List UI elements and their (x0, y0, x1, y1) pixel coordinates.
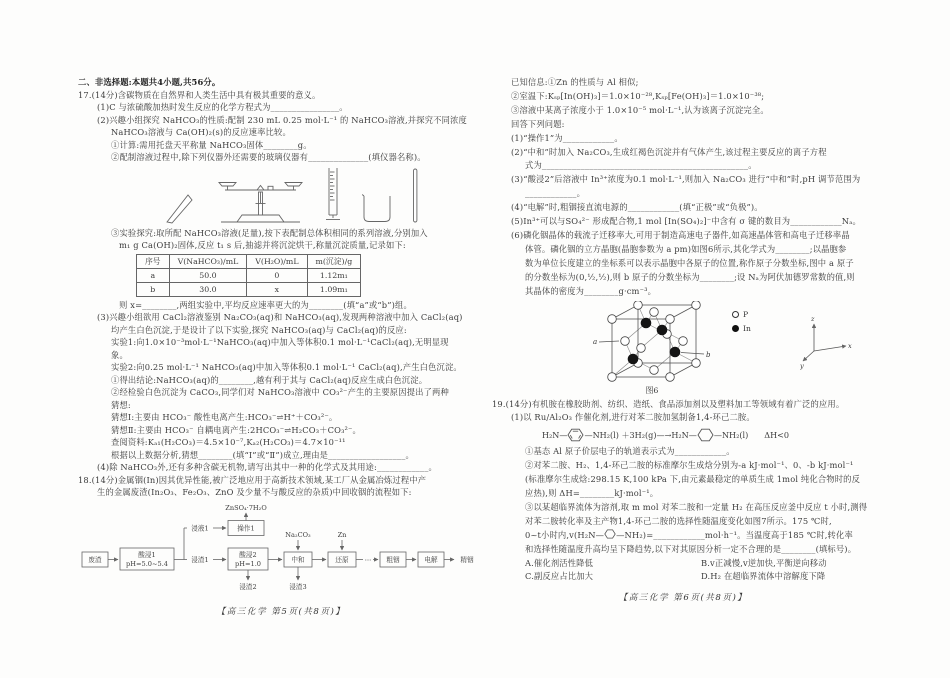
crystal-legend (732, 310, 751, 338)
text-line: (1)C 与浓硫酸加热时发生反应的化学方程式为________________。 (97, 102, 348, 112)
flow-label-zn: Zn (337, 530, 347, 539)
flow-box-crude-indium: 粗铟 (386, 555, 400, 564)
right-page (492, 76, 874, 603)
options-row-2 (492, 570, 874, 584)
table-row (137, 268, 361, 282)
flow-label-znso4: ZnSO₄·7H₂O (225, 503, 267, 512)
flow-ellipsis: ⋯ (364, 555, 372, 564)
text-line: 其晶体的密度为________g·cm⁻³。 (525, 285, 657, 296)
reaction-equation (542, 428, 874, 442)
text-line: 的分数坐标为(0,½,½),则 b 原子的分数坐标为________;设 Nₐ为阿伏加德罗常数的值,则 (525, 271, 855, 282)
text-line: 实验2:向0.25 mol·L⁻¹ NaHCO₃(aq)中加入等体积0.1 mol·L⁻¹ CaCl₂(aq),产生白色沉淀。 (111, 362, 462, 372)
cyclohexane-ring-icon (604, 529, 616, 539)
text-segment: 0~t小时内,v(H₂N— (525, 529, 605, 540)
eq-arrow: —→ (656, 430, 672, 441)
text-line: ②配制溶液过程中,除下列仪器外还需要的玻璃仪器有______________(填仪器名称)。 (111, 152, 426, 162)
text-line: ②经检验白色沉淀为 CaCO₃,同学们对 NaHCO₃溶液中 CO₃²⁻产生的主要原因提出了两种 (111, 387, 449, 397)
text-line: 已知信息:①Zn 的性质与 Al 相似; (511, 77, 639, 87)
in-atom-icon (732, 325, 739, 332)
col-header: 序号 (137, 254, 170, 268)
flow-box-electrolysis: 电解 (424, 555, 438, 564)
cell: x (247, 282, 307, 296)
legend-row-in (732, 324, 751, 333)
text-line: 根据以上数据分析,猜想________(填“Ⅰ”或“Ⅱ”)成立,理由是__________________。 (111, 449, 414, 460)
text-line: ____________。 (525, 188, 586, 199)
page-footer-left: 【高三化学 第5页(共8页)】 (216, 606, 346, 617)
text-line: 和选择性随温度升高均呈下降趋势,以下对其原因分析一定不合理的是________(填标号)。 (525, 543, 857, 554)
col-header: m(沉淀)/g (307, 254, 361, 268)
option-c: C.副反应占比加大 (525, 571, 594, 582)
flow-box-acid2-ph: pH=1.0 (235, 559, 261, 568)
text-line: m₁ g Ca(OH)₂固体,反应 t₁ s 后,抽滤并将沉淀烘干,称量沉淀质量,记录如下: (119, 240, 406, 250)
text-line: ②室温下:Kₛₚ[In(OH)₃]＝1.0×10⁻²⁸,Kₛₚ[Fe(OH)₃]＝1.0×10⁻³⁸; (511, 90, 765, 101)
text-line: (6)磷化铟晶体的载流子迁移率大,可用于制造高速电子器件,如高速晶体管和高电子迁移率晶 (511, 229, 850, 240)
graduated-cylinder-figure (325, 166, 343, 224)
text-line: ③实验探究:取所配 NaHCO₃溶液(足量),按下表配制总体积相同的系列溶液,分别加入 (111, 227, 428, 238)
text-line: 数为单位长度建立的坐标系可以表示晶胞中各原子的位置,称作原子分数坐标,图中 a 原子 (525, 257, 854, 268)
text-line: (1)“操作1”为____________。 (511, 132, 623, 143)
text-line: (3)“酸浸2”后溶液中 In³⁺浓度为0.1 mol·L⁻¹,则加入 Na₂CO₃ 进行“中和”时,pH 调节范围为 (511, 174, 861, 185)
cell: 30.0 (169, 282, 247, 296)
axis-label-z: z (811, 314, 815, 323)
flow-label-resid3: 浸渣3 (289, 582, 307, 591)
legend-row-p (732, 310, 751, 319)
question-17-title: 17.(14分)含碳物质在自然界和人类生活中具有极其重要的意义。 (78, 89, 321, 100)
crystal-structure-figure (492, 301, 874, 398)
balance-figure (213, 170, 308, 224)
apparatus-figure (166, 167, 484, 224)
text-line: (标准摩尔生成焓:298.15 K,100 kPa 下,由元素最稳定的单质生成 1mol 纯化合物时的反 (525, 474, 861, 485)
option-a: A.催化剂活性降低 (525, 557, 594, 568)
text-segment: —NH₂)=____________mol·h⁻¹。当温度高于185 ℃时,转化率 (616, 529, 853, 540)
table-header-row (137, 254, 361, 268)
text-line: 查阅资料:Kₐ₁(H₂CO₃)＝4.5×10⁻⁷,Kₐ₂(H₂CO₃)＝4.7×10⁻¹¹ (111, 437, 346, 447)
flow-label-refined-indium: 精铟 (460, 555, 474, 564)
text-line: 猜想: (111, 399, 131, 410)
section-header: 二、非选择题:本题共4小题,共56分。 (78, 77, 221, 87)
medicine-spoon-figure (166, 191, 196, 224)
flow-label-leach1: 浸液1 (191, 524, 209, 532)
experiment-data-table (136, 254, 361, 297)
cyclohexane-ring-icon (697, 428, 714, 442)
flow-label-na2co3: Na₂CO₃ (285, 530, 311, 539)
axis-label-x: x (848, 341, 852, 350)
axis-label-y: y (800, 361, 804, 370)
text-line: ②对苯二胺、H₂、1,4-环己二胺的标准摩尔生成焓分别为-a kJ·mol⁻¹、0、-b kJ·mol⁻¹ (525, 460, 854, 471)
text-line: ①基态 Al 原子价层电子的轨道表示式为____________。 (525, 446, 735, 457)
text-line: 均产生白色沉淀,于是设计了以下实验,探究 NaHCO₃(aq)与 CaCl₂(aq)的反应: (111, 324, 407, 335)
question-18-title: 18.(14分)金属铟(In)因其优异性能,被广泛地应用于高新技术领域,某工厂从金属冶炼过程中产 (78, 474, 427, 485)
text-line: NaHCO₃溶液与 Ca(OH)₂(s)的反应速率比较。 (111, 127, 291, 137)
text-line: 生的金属废渣(In₂O₃、Fe₂O₃、ZnO 及少量不与酸反应的杂质)中回收铟的流程如下: (97, 487, 412, 497)
cell: 1.09m₁ (307, 282, 361, 296)
text-line: 回答下列问题: (511, 118, 565, 129)
text-line: 式为________________________________________________。 (525, 160, 757, 171)
flow-box-acid2: 酸浸2 (239, 550, 257, 559)
options-row-1 (492, 557, 874, 571)
eq-enthalpy: ΔH<0 (764, 430, 790, 441)
text-line: 对苯二胺转化率及主产物1,4-环己二胺的选择性随温度变化如图7所示。175 ℃时, (525, 515, 832, 526)
left-page (78, 76, 484, 617)
text-line: (5)In³⁺可以与SO₄²⁻ 形成配合物,1 mol [In(SO₄)₂]⁻中含有 σ 键的数目为____________Nₐ。 (511, 216, 862, 227)
eq-text: —NH₂(l) (713, 430, 749, 441)
flow-box-op1: 操作1 (237, 524, 255, 532)
rate-expression-line (492, 529, 874, 543)
text-line: (1)以 Ru/Al₂O₃ 作催化剂,进行对苯二胺加氢制备1,4-环己二胺。 (511, 412, 755, 423)
text-line: ①得出结论:NaHCO₃(aq)的________,越有利于其与 CaCl₂(aq)反应生成白色沉淀。 (111, 374, 428, 385)
text-line: 猜想Ⅰ:主要由 HCO₃⁻ 酸性电离产生:HCO₃⁻⇌H⁺＋CO₃²⁻。 (111, 412, 338, 422)
flow-box-acid1-ph: pH=5.0~5.4 (126, 559, 168, 568)
text-line: 猜想Ⅱ:主要由 HCO₃⁻ 自耦电离产生:2HCO₃⁻⇌H₂CO₃＋CO₃²⁻。 (111, 424, 361, 435)
text-line: 则 x=________,两组实验中,平均反应速率更大的为________(填“a”或“b”)组。 (119, 299, 412, 310)
cell: 50.0 (169, 268, 247, 282)
flow-label-resid2: 浸渣2 (239, 582, 257, 591)
option-b: B.v正减慢,v逆加快,平衡逆向移动 (701, 557, 827, 568)
col-header: V(NaHCO₃)/mL (169, 254, 247, 268)
atom-label-a: a (593, 337, 598, 346)
flow-box-reduce: 还原 (335, 555, 349, 564)
text-line: ①计算:需用托盘天平称量 NaHCO₃固体________g。 (111, 139, 312, 150)
text-line: 体管。磷化铟的立方晶胞(晶胞参数为 a pm)如图6所示,其化学式为________;以晶胞参 (525, 243, 847, 254)
text-line: ③以某超临界流体为溶剂,取 m mol 对苯二胺和一定量 H₂ 在高压反应釜中反应 t 小时,测得 (525, 501, 868, 512)
flow-label-resid1: 浸渣1 (191, 555, 209, 564)
text-line: (2)“中和”时加入 Na₂CO₃,生成红褐色沉淀并有气体产生,该过程主要反应的离子方程 (511, 146, 827, 157)
option-d: D.H₂ 在超临界流体中溶解度下降 (701, 571, 826, 582)
eq-text: H₂N— (542, 430, 568, 441)
flow-box-waste: 废渣 (88, 555, 102, 564)
benzene-ring-icon (567, 428, 584, 442)
question-19-title: 19.(14分)有机胺在橡胶助剂、纺织、造纸、食品添加剂以及塑料加工等领域有着广泛的应用。 (492, 398, 845, 409)
figure-6-caption: 图6 (645, 385, 659, 395)
text-line: 象。 (111, 349, 128, 360)
text-line: (2)兴趣小组探究 NaHCO₃的性质:配制 230 mL 0.25 mol·L⁻¹ 的 NaHCO₃溶液,并探究不同浓度 (97, 114, 467, 125)
legend-label-in: In (743, 323, 751, 333)
atom-label-b: b (706, 350, 711, 359)
beaker-figure (360, 193, 394, 224)
text-line: 实验1:向1.0×10⁻³mol·L⁻¹NaHCO₃(aq)中加入等体积0.1 mol·L⁻¹CaCl₂(aq),无明显现 (111, 337, 449, 347)
process-flowchart (80, 502, 480, 598)
cell: a (137, 268, 170, 282)
unit-cell-drawing (592, 301, 714, 385)
flow-box-neutralize: 中和 (291, 555, 305, 564)
eq-text: —NH₂(l) ＋3H₂(g) (584, 429, 657, 440)
text-line: ③溶液中某离子浓度小于 1.0×10⁻⁵ mol·L⁻¹,认为该离子沉淀完全。 (511, 104, 769, 115)
legend-label-p: P (743, 309, 749, 319)
text-line: (4)“电解”时,粗铟接直流电源的____________(填“正极”或“负极”)。 (511, 202, 763, 213)
cell: 1.12m₁ (307, 268, 361, 282)
cell: 0 (247, 268, 307, 282)
page-footer-right: 【高三化学 第6页(共8页)】 (618, 593, 748, 604)
col-header: V(H₂O)/mL (247, 254, 307, 268)
text-line: (3)兴趣小组欲用 CaCl₂溶液鉴别 Na₂CO₃(aq)和 NaHCO₃(aq),发现两种溶液中加入 CaCl₂(aq) (97, 312, 463, 322)
text-line: (4)除 NaHCO₃外,还有多种含碳无机物,请写出其中一种的化学式及其用途:____________。 (97, 462, 437, 472)
eq-text: H₂N— (671, 430, 697, 441)
cell: b (137, 282, 170, 296)
flow-box-acid1: 酸浸1 (138, 550, 156, 559)
text-line: 应热),则 ΔH=________kJ·mol⁻¹。 (525, 488, 659, 499)
glass-rod-figure (411, 168, 420, 224)
coordinate-axes (800, 315, 856, 371)
p-atom-icon (732, 311, 739, 318)
table-row (137, 282, 361, 296)
